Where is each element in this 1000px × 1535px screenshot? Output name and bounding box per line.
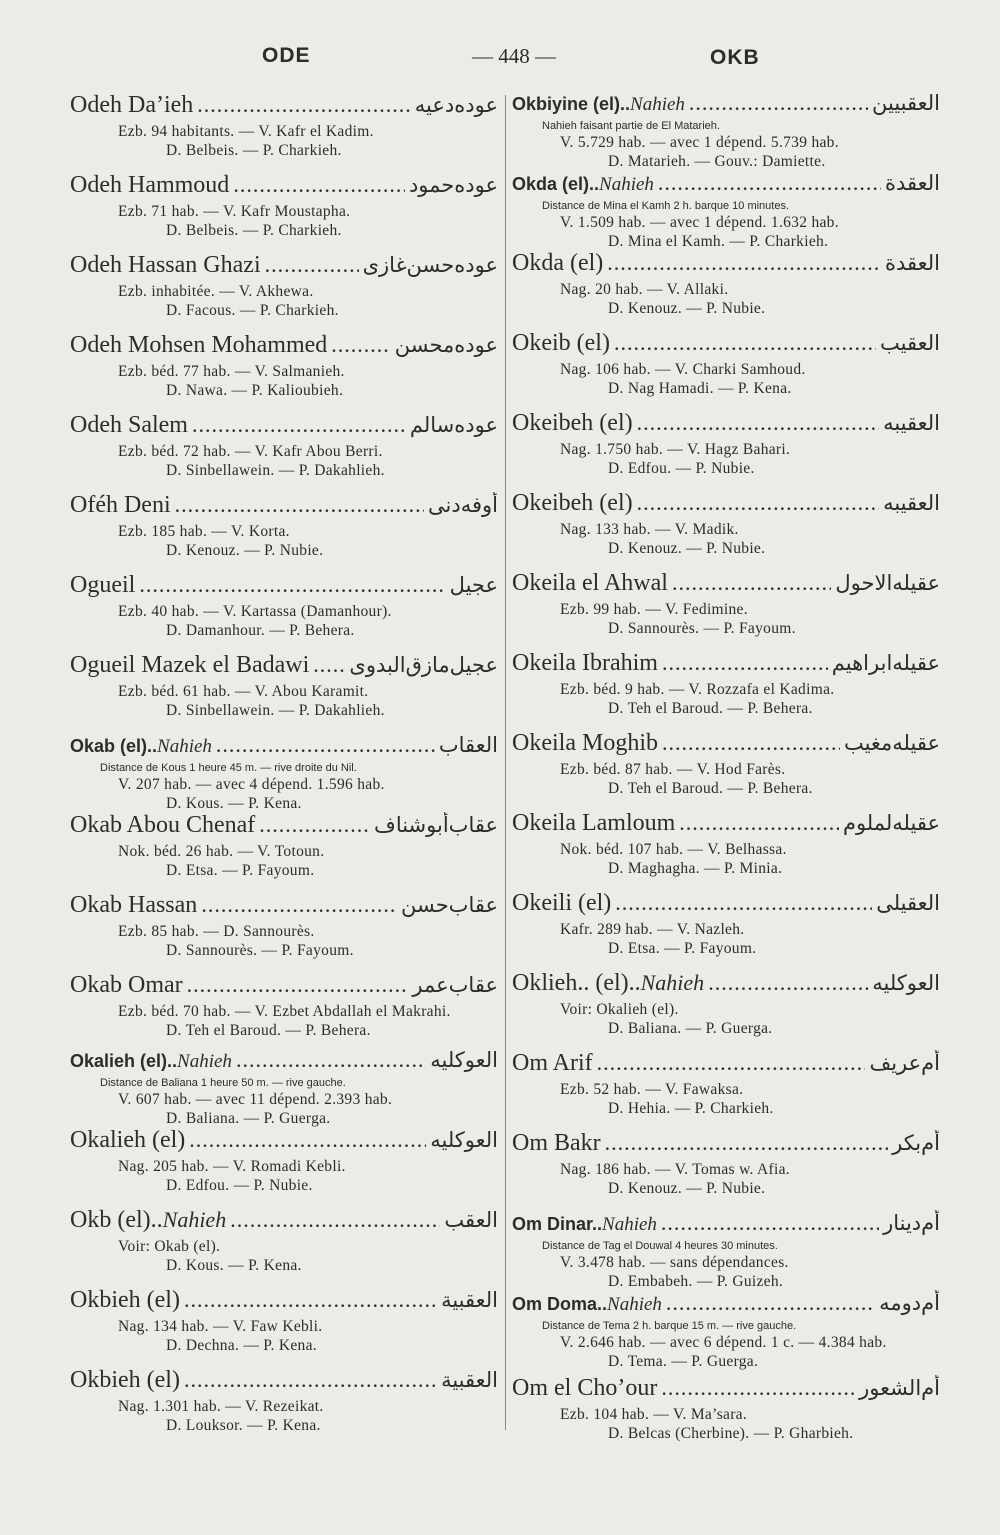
entry-district-line: D. Sannourès. — P. Fayoum. [608,620,796,637]
dot-leader [331,332,390,358]
place-name: Okbieh (el) [70,1287,180,1313]
place-name: Oklieh.. (el).. [512,970,641,996]
arabic-name: عقاب‌حسن [400,893,498,917]
gazetteer-entry [512,810,940,878]
place-name: Okalieh (el) [70,1127,186,1153]
entry-detail-line: Ezb. 185 hab. — V. Korta. [118,523,290,540]
entry-detail-line: Nag. 186 hab. — V. Tomas w. Afia. [560,1161,790,1178]
gazetteer-entry [512,1130,940,1198]
gazetteer-entry [70,972,498,1040]
arabic-name: العوكليه [872,971,940,995]
place-name: Ogueil Mazek el Badawi [70,652,310,678]
entry-heading [512,250,940,280]
gazetteer-entry [512,1290,940,1371]
entry-heading [70,732,498,762]
place-name: Om Bakr [512,1130,601,1156]
entry-district-line: D. Tema. — P. Guerga. [608,1353,759,1370]
entry-district-line: D. Maghagha. — P. Minia. [608,860,783,877]
dot-leader [233,172,405,198]
entry-detail-line: Ezb. 94 habitants. — V. Kafr el Kadim. [118,123,374,140]
gazetteer-entry [512,90,940,171]
dot-leader [184,1367,437,1393]
dot-leader [216,732,435,758]
dot-leader [637,490,879,516]
entry-district-line: D. Dechna. — P. Kena. [166,1337,317,1354]
dot-leader [679,810,839,836]
place-kind: Nahieh [157,736,212,757]
entry-district-line: D. Kenouz. — P. Nubie. [166,542,324,559]
entry-heading [70,172,498,202]
entry-note: Distance de Tema 2 h. barque 15 m. — rive gauche. [542,1320,797,1332]
entry-detail-line: Nag. 134 hab. — V. Faw Kebli. [118,1318,323,1335]
entry-heading [70,972,498,1002]
gazetteer-entry [512,490,940,558]
gazetteer-entry [512,570,940,638]
arabic-name: عقيله‌لملوم [842,811,940,835]
gazetteer-entry [512,250,940,318]
dot-leader [230,1207,440,1233]
arabic-name: العقيب [880,331,940,355]
arabic-name: عقيله‌مغيب [843,731,940,755]
entry-district-line: D. Damanhour. — P. Behera. [166,622,355,639]
entry-heading [70,1127,498,1157]
dot-leader [192,412,406,438]
entry-detail-line: Ezb. 52 hab. — V. Fawaksa. [560,1081,744,1098]
entry-heading [512,410,940,440]
entry-heading [512,90,940,120]
entry-heading [70,492,498,522]
entry-district-line: D. Baliana. — P. Guerga. [608,1020,773,1037]
place-name: Okeibeh (el) [512,490,633,516]
place-name: Oféh Deni [70,492,171,518]
place-name: Okab Omar [70,972,183,998]
dot-leader [313,652,345,678]
dot-leader [184,1287,437,1313]
entry-heading [70,252,498,282]
entry-district-line: D. Kenouz. — P. Nubie. [608,540,766,557]
gazetteer-entry [70,92,498,160]
entry-note: Distance de Mina el Kamh 2 h. barque 10 minutes. [542,200,790,212]
entry-district-line: D. Mina el Kamh. — P. Charkieh. [608,233,829,250]
entry-heading [70,1047,498,1077]
dot-leader [236,1047,426,1073]
entry-heading [512,970,940,1000]
entry-heading [512,1050,940,1080]
entry-district-line: D. Sinbellawein. — P. Dakahlieh. [166,462,385,479]
entry-district-line: D. Louksor. — P. Kena. [166,1417,321,1434]
place-name: Odeh Hammoud [70,172,230,198]
arabic-name: العوكليه [430,1048,498,1072]
entry-district-line: D. Edfou. — P. Nubie. [166,1177,313,1194]
arabic-name: العقيلى [876,891,940,915]
arabic-name: أم‌عريف [869,1051,940,1075]
entry-detail-line: Nok. béd. 107 hab. — V. Belhassa. [560,841,787,858]
entry-heading [512,810,940,840]
entry-district-line: D. Etsa. — P. Fayoum. [166,862,315,879]
entry-district-line: D. Embabeh. — P. Guizeh. [608,1273,784,1290]
arabic-name: عوده‌سالم [409,413,498,437]
entry-note: Distance de Tag el Douwal 4 heures 30 minutes. [542,1240,778,1252]
gazetteer-entry [70,492,498,560]
entry-heading [512,650,940,680]
gazetteer-entry [70,812,498,880]
place-name: Okeili (el) [512,890,612,916]
arabic-name: عقيله‌الاحول [835,571,940,595]
gazetteer-entry [512,650,940,718]
entry-heading [512,1375,940,1405]
entry-district-line: D. Baliana. — P. Guerga. [166,1110,331,1127]
entry-district-line: D. Kous. — P. Kena. [166,1257,302,1274]
entry-district-line: D. Nawa. — P. Kalioubieh. [166,382,344,399]
entry-heading [70,652,498,682]
arabic-name: عوده‌محسن [394,333,498,357]
dot-leader [607,250,881,276]
entry-district-line: D. Teh el Baroud. — P. Behera. [608,780,813,797]
gazetteer-entry [70,732,498,813]
place-name: Okda (el) [512,250,604,276]
dot-leader [661,1375,855,1401]
gazetteer-entry [70,892,498,960]
entry-district-line: D. Etsa. — P. Fayoum. [608,940,757,957]
place-name: Okeila Ibrahim [512,650,658,676]
entry-detail-line: Ezb. 40 hab. — V. Kartassa (Damanhour). [118,603,392,620]
entry-heading [512,1210,940,1240]
place-name: Okab (el).. [70,736,158,756]
place-name: Odeh Mohsen Mohammed [70,332,328,358]
gazetteer-entry [512,330,940,398]
page-header [0,40,1000,80]
dot-leader [614,330,876,356]
gazetteer-entry [512,1050,940,1118]
dot-leader [139,572,445,598]
dot-leader [637,410,879,436]
entry-district-line: D. Edfou. — P. Nubie. [608,460,755,477]
arabic-name: عقاب‌عمر [412,973,498,997]
entry-district-line: D. Teh el Baroud. — P. Behera. [166,1022,371,1039]
place-kind: Nahieh [630,94,685,115]
entry-detail-line: Ezb. 85 hab. — D. Sannourès. [118,923,315,940]
entry-detail-line: V. 207 hab. — avec 4 dépend. 1.596 hab. [118,776,385,793]
arabic-name: عوده‌حمود [408,173,498,197]
place-name: Okb (el).. [70,1207,163,1233]
arabic-name: أم‌دومه [879,1291,940,1315]
header-left: ODE [262,44,311,67]
gazetteer-entry [70,652,498,720]
gazetteer-entry [70,412,498,480]
arabic-name: عقاب‌أبوشناف [374,813,498,837]
place-name: Okeib (el) [512,330,610,356]
place-name: Okbieh (el) [70,1367,180,1393]
dot-leader [708,970,868,996]
entry-detail-line: Ezb. béd. 77 hab. — V. Salmanieh. [118,363,345,380]
place-name: Okab Hassan [70,892,198,918]
dot-leader [259,812,370,838]
entry-detail-line: V. 3.478 hab. — sans dépendances. [560,1254,789,1271]
arabic-name: العقاب [438,733,498,757]
arabic-name: أم‌بكر [892,1131,940,1155]
place-name: Okeila Lamloum [512,810,676,836]
arabic-name: العقبية [441,1288,498,1312]
entry-detail-line: Ezb. béd. 87 hab. — V. Hod Farès. [560,761,786,778]
entry-heading [512,170,940,200]
entry-heading [70,1367,498,1397]
entry-district-line: D. Sannourès. — P. Fayoum. [166,942,354,959]
dot-leader [661,1210,879,1236]
entry-district-line: D. Sinbellawein. — P. Dakahlieh. [166,702,385,719]
entry-detail-line: Nag. 20 hab. — V. Allaki. [560,281,729,298]
place-name: Okalieh (el).. [70,1051,178,1071]
dot-leader [689,90,868,116]
entry-detail-line: V. 607 hab. — avec 11 dépend. 2.393 hab. [118,1091,393,1108]
entry-detail-line: Nok. béd. 26 hab. — V. Totoun. [118,843,325,860]
gazetteer-entry [70,1047,498,1128]
place-kind: Nahieh [599,174,654,195]
entry-note: Distance de Baliana 1 heure 50 m. — rive gauche. [100,1077,346,1089]
dot-leader [662,730,840,756]
entry-heading [512,330,940,360]
gazetteer-entry [512,1210,940,1291]
arabic-name: العقبية [441,1368,498,1392]
dot-leader [187,972,409,998]
arabic-name: العقبيين [872,91,940,115]
entry-detail-line: Voir: Okalieh (el). [560,1001,679,1018]
gazetteer-entry [512,730,940,798]
arabic-name: العقدة [884,171,940,195]
arabic-name: عجيل‌مازق‌البدوى [349,653,498,677]
entry-detail-line: Ezb. 99 hab. — V. Fedimine. [560,601,748,618]
place-name: Om el Cho’our [512,1375,658,1401]
entry-detail-line: Ezb. 104 hab. — V. Ma’sara. [560,1406,748,1423]
dot-leader [189,1127,426,1153]
arabic-name: العقب [444,1208,498,1232]
entry-detail-line: V. 5.729 hab. — avec 1 dépend. 5.739 hab. [560,134,839,151]
place-name: Odeh Da’ieh [70,92,194,118]
entry-district-line: D. Matarieh. — Gouv.: Damiette. [608,153,826,170]
gazetteer-entry [70,1367,498,1435]
gazetteer-entry [512,970,940,1038]
place-kind: Nahieh [640,970,705,995]
entry-detail-line: Ezb. béd. 70 hab. — V. Ezbet Abdallah el Makrahi. [118,1003,451,1020]
column-divider [505,95,506,1430]
place-name: Om Dinar.. [512,1214,603,1234]
entry-detail-line: Voir: Okab (el). [118,1238,221,1255]
entry-detail-line: V. 2.646 hab. — avec 6 dépend. 1 c. — 4.384 hab. [560,1334,887,1351]
entry-heading [512,1290,940,1320]
dot-leader [615,890,872,916]
entry-district-line: D. Belbeis. — P. Charkieh. [166,222,342,239]
entry-district-line: D. Facous. — P. Charkieh. [166,302,339,319]
entry-heading [512,890,940,920]
entry-note: Distance de Kous 1 heure 45 m. — rive droite du Nil. [100,762,357,774]
entry-district-line: D. Teh el Baroud. — P. Behera. [608,700,813,717]
page-number: — 448 — [472,44,556,68]
entry-heading [70,92,498,122]
place-name: Okab Abou Chenaf [70,812,256,838]
arabic-name: العقيبه [883,491,940,515]
entry-note: Nahieh faisant partie de El Matarieh. [542,120,720,132]
place-name: Okbiyine (el).. [512,94,631,114]
entry-detail-line: Nag. 133 hab. — V. Madik. [560,521,739,538]
dot-leader [175,492,424,518]
entry-heading [512,490,940,520]
arabic-name: عقيله‌ابراهيم [831,651,940,675]
dot-leader [605,1130,888,1156]
gazetteer-entry [512,890,940,958]
gazetteer-entry [70,1127,498,1195]
place-name: Okeibeh (el) [512,410,633,436]
entry-heading [70,412,498,442]
entry-district-line: D. Belbeis. — P. Charkieh. [166,142,342,159]
arabic-name: عجيل [449,573,498,597]
entry-heading [512,570,940,600]
arabic-name: عوده‌حسن‌غازى [362,253,498,277]
place-name: Okeila Moghib [512,730,658,756]
entry-detail-line: Ezb. béd. 9 hab. — V. Rozzafa el Kadima. [560,681,835,698]
entry-district-line: D. Hehia. — P. Charkieh. [608,1100,774,1117]
entry-district-line: D. Kous. — P. Kena. [166,795,302,812]
entry-detail-line: Nag. 205 hab. — V. Romadi Kebli. [118,1158,346,1175]
entry-heading [70,812,498,842]
gazetteer-entry [70,332,498,400]
dot-leader [662,650,828,676]
gazetteer-entry [512,170,940,251]
entry-heading [70,572,498,602]
gazetteer-entry [512,410,940,478]
entry-detail-line: Nag. 1.750 hab. — V. Hagz Bahari. [560,441,791,458]
entry-district-line: D. Belcas (Cherbine). — P. Gharbieh. [608,1425,854,1442]
arabic-name: عوده‌دعيه [414,93,498,117]
place-kind: Nahieh [602,1214,657,1235]
entry-detail-line: Ezb. béd. 61 hab. — V. Abou Karamit. [118,683,369,700]
entry-detail-line: Ezb. inhabitée. — V. Akhewa. [118,283,314,300]
entry-detail-line: Nag. 106 hab. — V. Charki Samhoud. [560,361,806,378]
place-name: Ogueil [70,572,136,598]
place-kind: Nahieh [607,1294,662,1315]
arabic-name: العوكليه [430,1128,498,1152]
dot-leader [265,252,359,278]
entry-district-line: D. Nag Hamadi. — P. Kena. [608,380,792,397]
place-name: Odeh Salem [70,412,188,438]
dot-leader [197,92,411,118]
arabic-name: أم‌دينار [883,1211,940,1235]
entry-heading [512,1130,940,1160]
entry-detail-line: V. 1.509 hab. — avec 1 dépend. 1.632 hab. [560,214,839,231]
arabic-name: العقيبه [883,411,940,435]
gazetteer-entry [70,572,498,640]
place-name: Om Arif [512,1050,593,1076]
gazetteer-entry [70,1287,498,1355]
entry-detail-line: Ezb. béd. 72 hab. — V. Kafr Abou Berri. [118,443,383,460]
arabic-name: أوفه‌دنى [428,493,498,517]
entry-district-line: D. Kenouz. — P. Nubie. [608,300,766,317]
gazetteer-entry [70,1207,498,1275]
gazetteer-entry [512,1375,940,1443]
gazetteer-entry [70,172,498,240]
header-right: OKB [710,46,760,69]
entry-heading [512,730,940,760]
entry-heading [70,332,498,362]
dot-leader [672,570,831,596]
place-name: Okeila el Ahwal [512,570,668,596]
dot-leader [201,892,397,918]
arabic-name: العقدة [884,251,940,275]
place-name: Okda (el).. [512,174,600,194]
entry-detail-line: Nag. 1.301 hab. — V. Rezeikat. [118,1398,324,1415]
dot-leader [597,1050,866,1076]
entry-heading [70,892,498,922]
place-kind: Nahieh [177,1051,232,1072]
entry-detail-line: Ezb. 71 hab. — V. Kafr Moustapha. [118,203,351,220]
gazetteer-entry [70,252,498,320]
place-name: Odeh Hassan Ghazi [70,252,261,278]
dot-leader [666,1290,875,1316]
place-name: Om Doma.. [512,1294,608,1314]
entry-detail-line: Kafr. 289 hab. — V. Nazleh. [560,921,745,938]
dot-leader [658,170,881,196]
entry-district-line: D. Kenouz. — P. Nubie. [608,1180,766,1197]
entry-heading [70,1207,498,1237]
entry-heading [70,1287,498,1317]
place-kind: Nahieh [162,1207,227,1232]
arabic-name: أم‌الشعور [859,1376,940,1400]
